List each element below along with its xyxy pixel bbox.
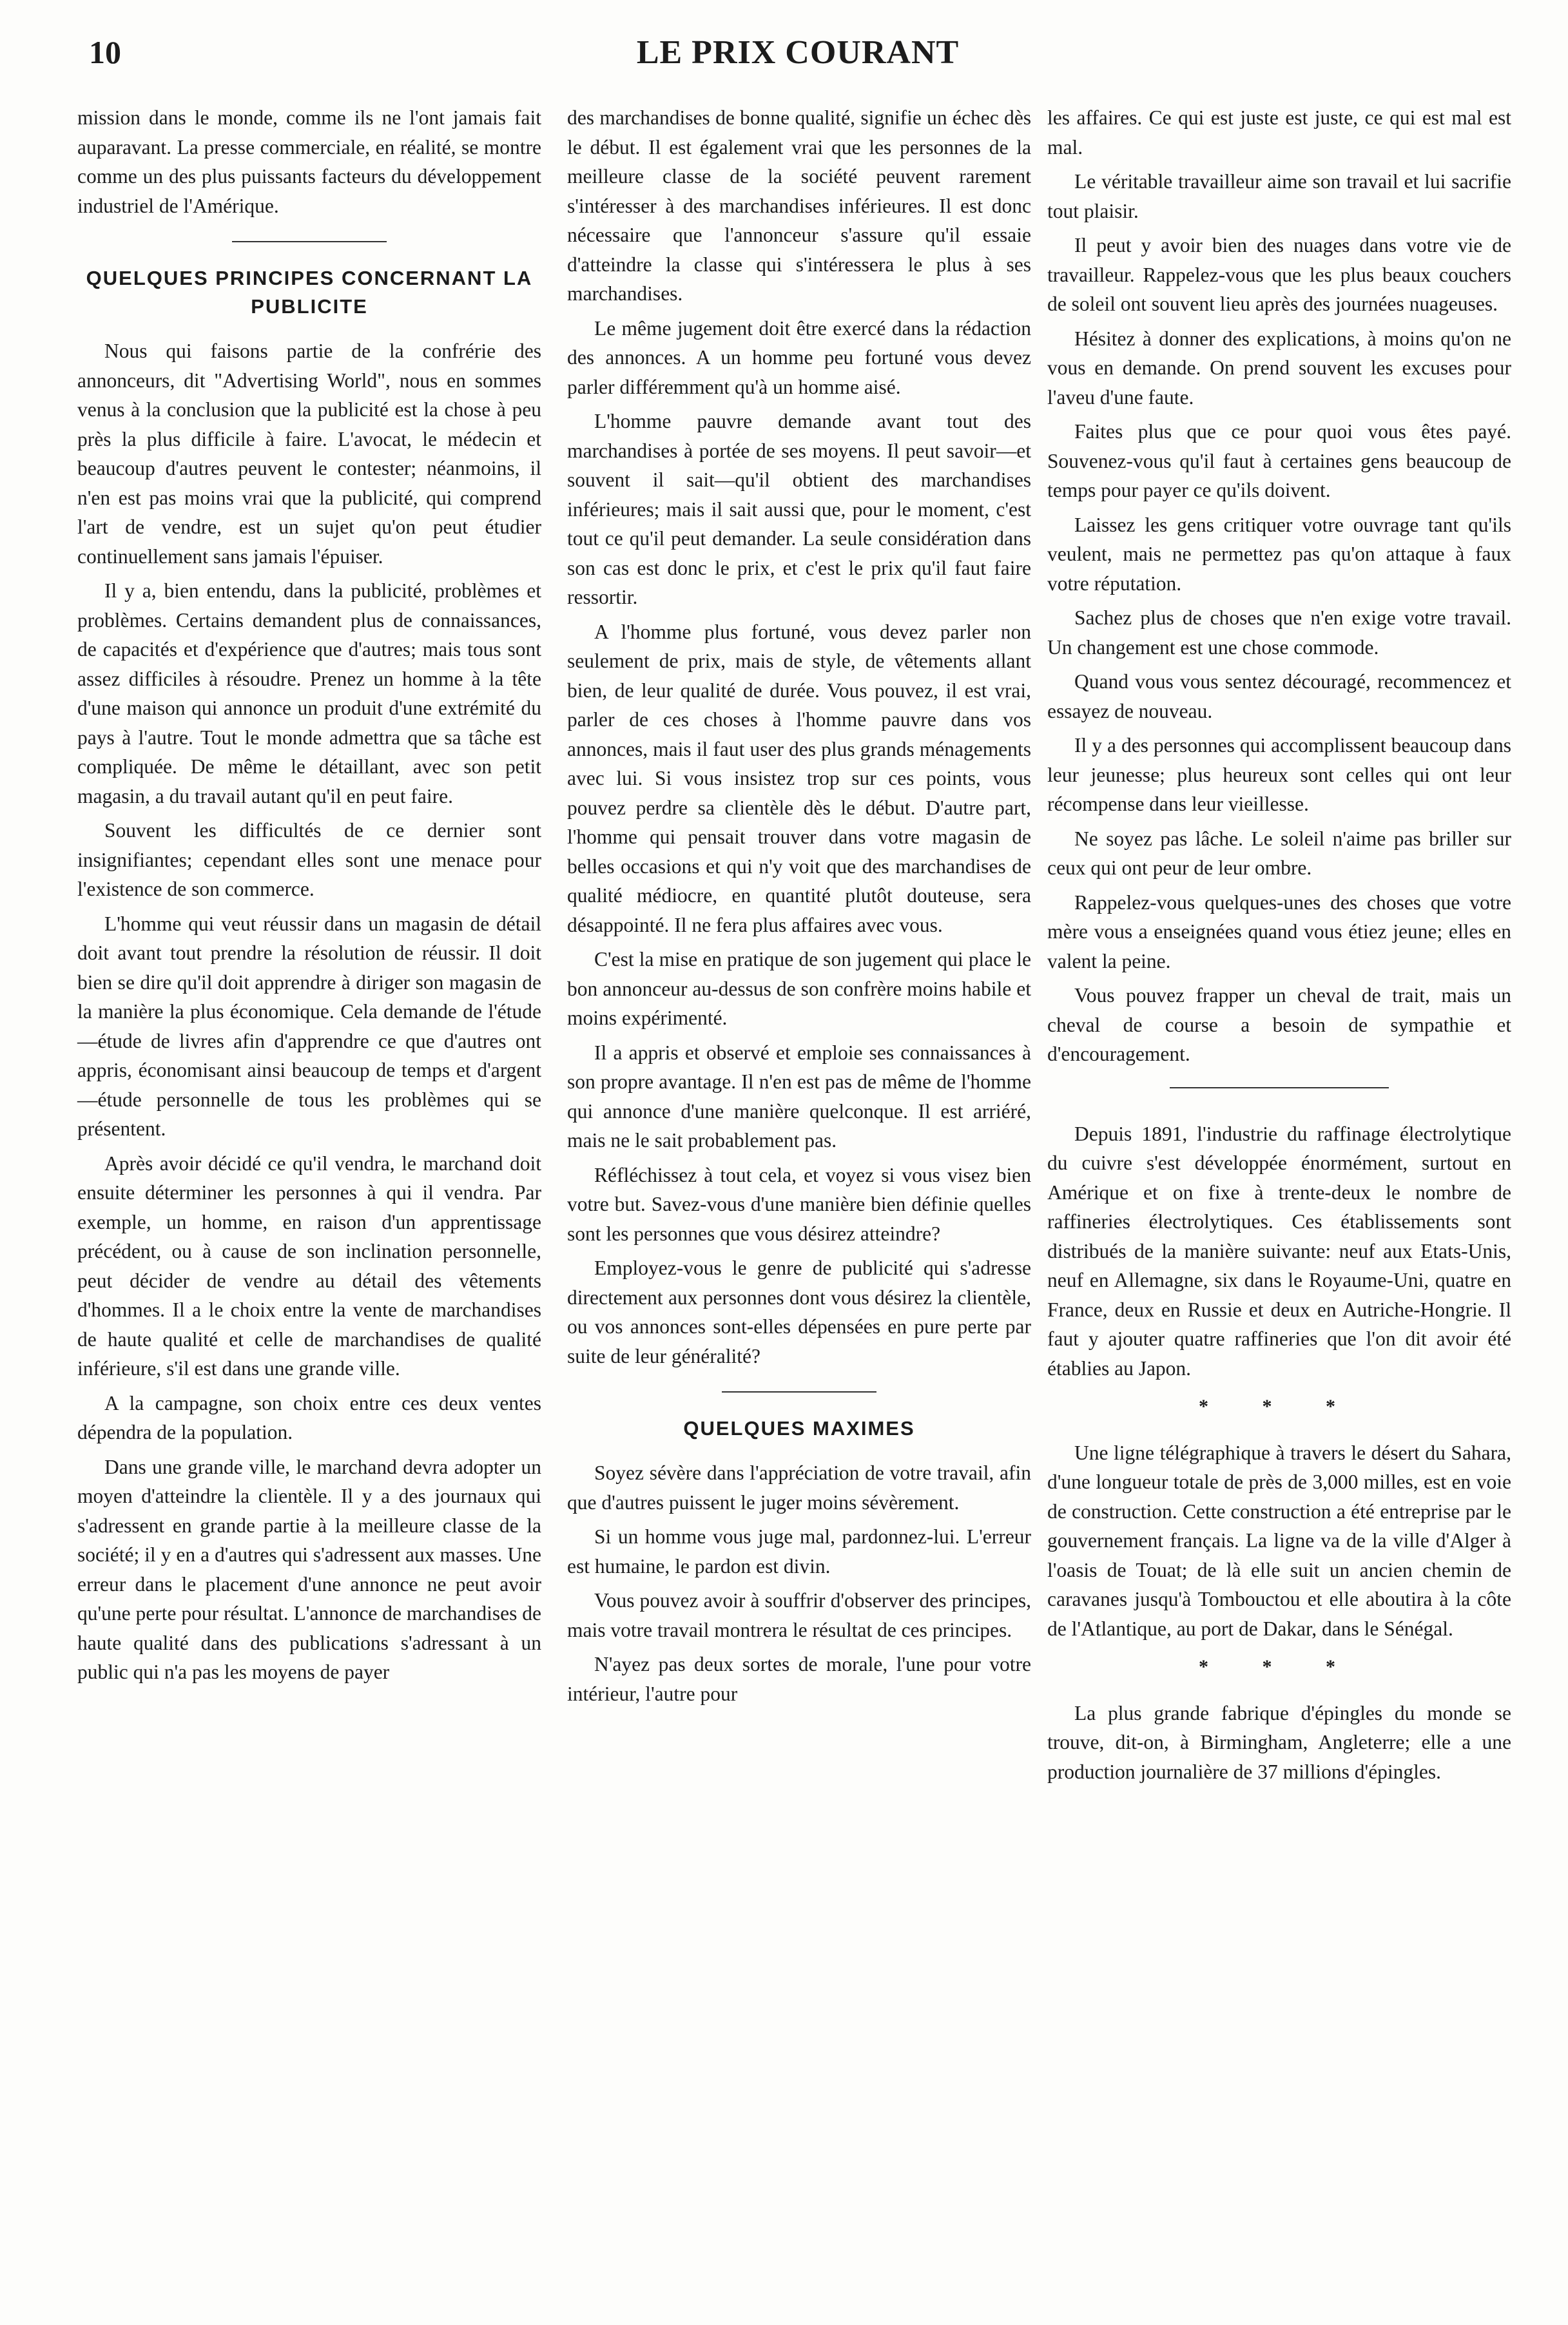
maxime: Vous pouvez frapper un cheval de trait, mais un cheval de course a besoin de sympathie et d'encouragement. [1047,984,1511,1065]
separator-stars: * * * [1199,1656,1360,1677]
maxime: les affaires. Ce qui est juste est juste, ce qui est mal est mal. [1047,106,1511,159]
paragraph: Réfléchissez à tout cela, et voyez si vous visez bien votre but. Savez-vous d'une manière bien définie quelles sont les personnes que vous désirez atteindre? [567,1163,1031,1245]
paragraph: Nous qui faisons partie de la confrérie des annonceurs, dit "Advertising World", nous en sommes venus à la conclusion que la publicité est la chose à peu près la plus difficile à faire. L'avocat, le médecin et beaucoup d'autres peuvent le contester; néanmoins, il n'en est pas moins vrai que la publicité, qui comprend l'art de vendre, est un sujet qu'on peut étudier continuellement sans jamais l'épuiser. [77,340,541,568]
news-item-epingles: La plus grande fabrique d'épingles du monde se trouve, dit-on, à Birmingham, Angleterre; elle a une production journalière de 37 millions d'épingles. [1047,1701,1511,1783]
maxime: Faites plus que ce pour quoi vous êtes payé. Souvenez-vous qu'il faut à certaines gens beaucoup de temps pour payer ce qu'ils doivent. [1047,420,1511,501]
news-item-sahara: Une ligne télégraphique à travers le désert du Sahara, d'une longueur totale de près de 3,000 milles, est en voie de construction. Cette construction a été entreprise par le gouvernement français. La ligne va de la ville d'Alger à l'oasis de Touat; de là elle suit un ancien chemin de caravanes jusqu'à Tombouctou et elle aboutira à la côte de l'Atlantique, au port de Dakar, dans le Sénégal. [1047,1441,1511,1640]
paragraph: des marchandises de bonne qualité, signifie un échec dès le début. Il est également vrai que les personnes de la meilleure classe de la société peuvent rarement s'intéresser à des marchandises inférieures. Il est donc nécessaire que l'annonceur s'assure qu'il essaie d'atteindre la classe qui s'intéressera le plus à ses marchandises. [567,106,1031,305]
maxime: Si un homme vous juge mal, pardonnez-lui. L'erreur est humaine, le pardon est divin. [567,1525,1031,1577]
paragraph: Il a appris et observé et emploie ses connaissances à son propre avantage. Il n'en est pas de même de l'homme qui annonce d'une manière quelconque. Il est arriéré, mais ne le sait probablement pas. [567,1041,1031,1152]
separator-stars: * * * [1199,1396,1360,1417]
paragraph: C'est la mise en pratique de son jugement qui place le bon annonceur au-dessus de son confrère moins habile et moins expérimenté. [567,948,1031,1029]
column-2 [567,103,1031,1713]
news-item-raffinage: Depuis 1891, l'industrie du raffinage électrolytique du cuivre s'est développée énormément, surtout en Amérique et on fixe à trente-deux le nombre de raffineries électrolytiques. Ces établissements sont distribués de la manière suivante: neuf aux Etats-Unis, neuf en Allemagne, six dans le Royaume-Uni, quatre en France, deux en Russie et deux en Autriche-Hongrie. Il faut y ajouter quatre raffineries que l'on dit avoir été établies au Japon. [1047,1122,1511,1380]
paragraph: L'homme qui veut réussir dans un magasin de détail doit avant tout prendre la résolution de réussir. Il doit bien se dire qu'il doit apprendre à diriger son magasin de la manière la plus économique. Cela demande de l'étude—étude de livres afin d'apprendre ce que d'autres ont appris, économisant ainsi beaucoup de temps et d'argent—étude personnelle de tous les problèmes qui se présentent. [77,912,541,1140]
maxime: N'ayez pas deux sortes de morale, l'une pour votre intérieur, l'autre pour [567,1653,1031,1705]
maxime: Vous pouvez avoir à souffrir d'observer des principes, mais votre travail montrera le résultat de ces principes. [567,1589,1031,1641]
article-continuation: mission dans le monde, comme ils ne l'ont jamais fait auparavant. La presse commerciale, en réalité, se montre comme un des plus puissants facteurs du développement industriel de l'Amérique. [77,106,541,217]
maxime: Il peut y avoir bien des nuages dans votre vie de travailleur. Rappelez-vous que les plus beaux couchers de soleil ont souvent lieu après des journées nuageuses. [1047,234,1511,315]
page-number: 10 [89,34,121,70]
maxime: Quand vous vous sentez découragé, recommencez et essayez de nouveau. [1047,670,1511,722]
heading-principes-publicite: QUELQUES PRINCIPES CONCERNANT LA PUBLICITE [86,267,533,318]
maxime: Laissez les gens critiquer votre ouvrage tant qu'ils veulent, mais ne permettez pas qu'on attaque à faux votre réputation. [1047,513,1511,595]
heading-maximes: QUELQUES MAXIMES [683,1417,915,1440]
section-divider [1170,1087,1389,1088]
maxime: Soyez sévère dans l'appréciation de votre travail, afin que d'autres puissent le juger moins sévèrement. [567,1462,1031,1514]
column-1 [77,103,541,1692]
section-divider [232,241,387,242]
maxime: Le véritable travailleur aime son travail et lui sacrifie tout plaisir. [1047,170,1511,222]
journal-title: LE PRIX COURANT [636,34,960,71]
maxime: Sachez plus de choses que n'en exige votre travail. Un changement est une chose commode. [1047,606,1511,659]
maxime: Ne soyez pas lâche. Le soleil n'aime pas briller sur ceux qui ont peur de leur ombre. [1047,827,1511,879]
paragraph: Souvent les difficultés de ce dernier sont insignifiantes; cependant elles sont une menace pour l'existence de son commerce. [77,819,541,900]
paragraph: A la campagne, son choix entre ces deux ventes dépendra de la population. [77,1391,541,1443]
paragraph: Le même jugement doit être exercé dans la rédaction des annonces. A un homme peu fortuné vous devez parler différemment qu'à un homme aisé. [567,316,1031,398]
maxime: Rappelez-vous quelques-unes des choses que votre mère vous a enseignées quand vous étiez jeune; elles en valent la peine. [1047,891,1511,972]
paragraph: Employez-vous le genre de publicité qui s'adresse directement aux personnes dont vous désirez la clientèle, ou vos annonces sont-elles dépensées en pure perte par suite de leur généralité? [567,1257,1031,1367]
section-divider [722,1391,876,1393]
paragraph: A l'homme plus fortuné, vous devez parler non seulement de prix, mais de style, de vêtements allant bien, de leur qualité de durée. Vous pouvez, il est vrai, parler de ces choses à l'homme pauvre dans vos annonces, mais il faut user des plus grands ménagements avec lui. Si vous insistez trop sur ces points, vous pouvez perdre sa clientèle dès le début. D'autre part, l'homme qui pensait trouver dans votre magasin de belles occasions et qui n'y voit que des marchandises de qualité médiocre, en quantité plutôt douteuse, sera désappointé. Il ne fera plus affaires avec vous. [567,620,1031,936]
maxime: Hésitez à donner des explications, à moins qu'on ne vous en demande. On prend souvent les excuses pour l'aveu d'une faute. [1047,327,1511,409]
page-header [76,34,1520,79]
maxime: Il y a des personnes qui accomplissent beaucoup dans leur jeunesse; plus heureux sont celles qui ont leur récompense dans leur vieillesse. [1047,734,1511,815]
paragraph: Dans une grande ville, le marchand devra adopter un moyen d'atteindre la clientèle. Il y a des journaux qui s'adressent en grande partie à la meilleure classe de la société; il y en a d'autres qui s'adressent aux masses. Une erreur dans le placement d'une annonce ne peut avoir qu'une perte pour résultat. L'annonce de marchandises de haute qualité dans des publications s'adressant à un public qui n'a pas les moyens de payer [77,1455,541,1683]
paragraph: L'homme pauvre demande avant tout des marchandises à portée de ses moyens. Il peut savoir—et souvent il sait—qu'il obtient des marchandises inférieures; mais il sait aussi que, pour le moment, c'est tout ce qu'il peut demander. La seule considération dans son cas est donc le prix, et c'est le prix qu'il faut faire ressortir. [567,410,1031,608]
paragraph: Il y a, bien entendu, dans la publicité, problèmes et problèmes. Certains demandent plus de connaissances, de capacités et d'expérience que d'autres; mais tous sont assez difficiles à résoudre. Prenez un homme à la tête d'une maison qui annonce un produit d'une extrémité du pays à l'autre. Tout le monde admettra que sa tâche est compliquée. De même le détaillant, avec son petit magasin, a du travail autant qu'il en peut faire. [77,579,541,807]
column-3 [1047,103,1511,1791]
paragraph: Après avoir décidé ce qu'il vendra, le marchand doit ensuite déterminer les personnes à qui il vendra. Par exemple, un homme, en raison d'un apprentissage précédent, ou à cause de son inclination personnelle, peut décider de vendre au détail des vêtements d'hommes. Il a le choix entre la vente de marchandises de haute qualité et celle de marchandises de qualité inférieure, s'il est dans une grande ville. [77,1152,541,1380]
